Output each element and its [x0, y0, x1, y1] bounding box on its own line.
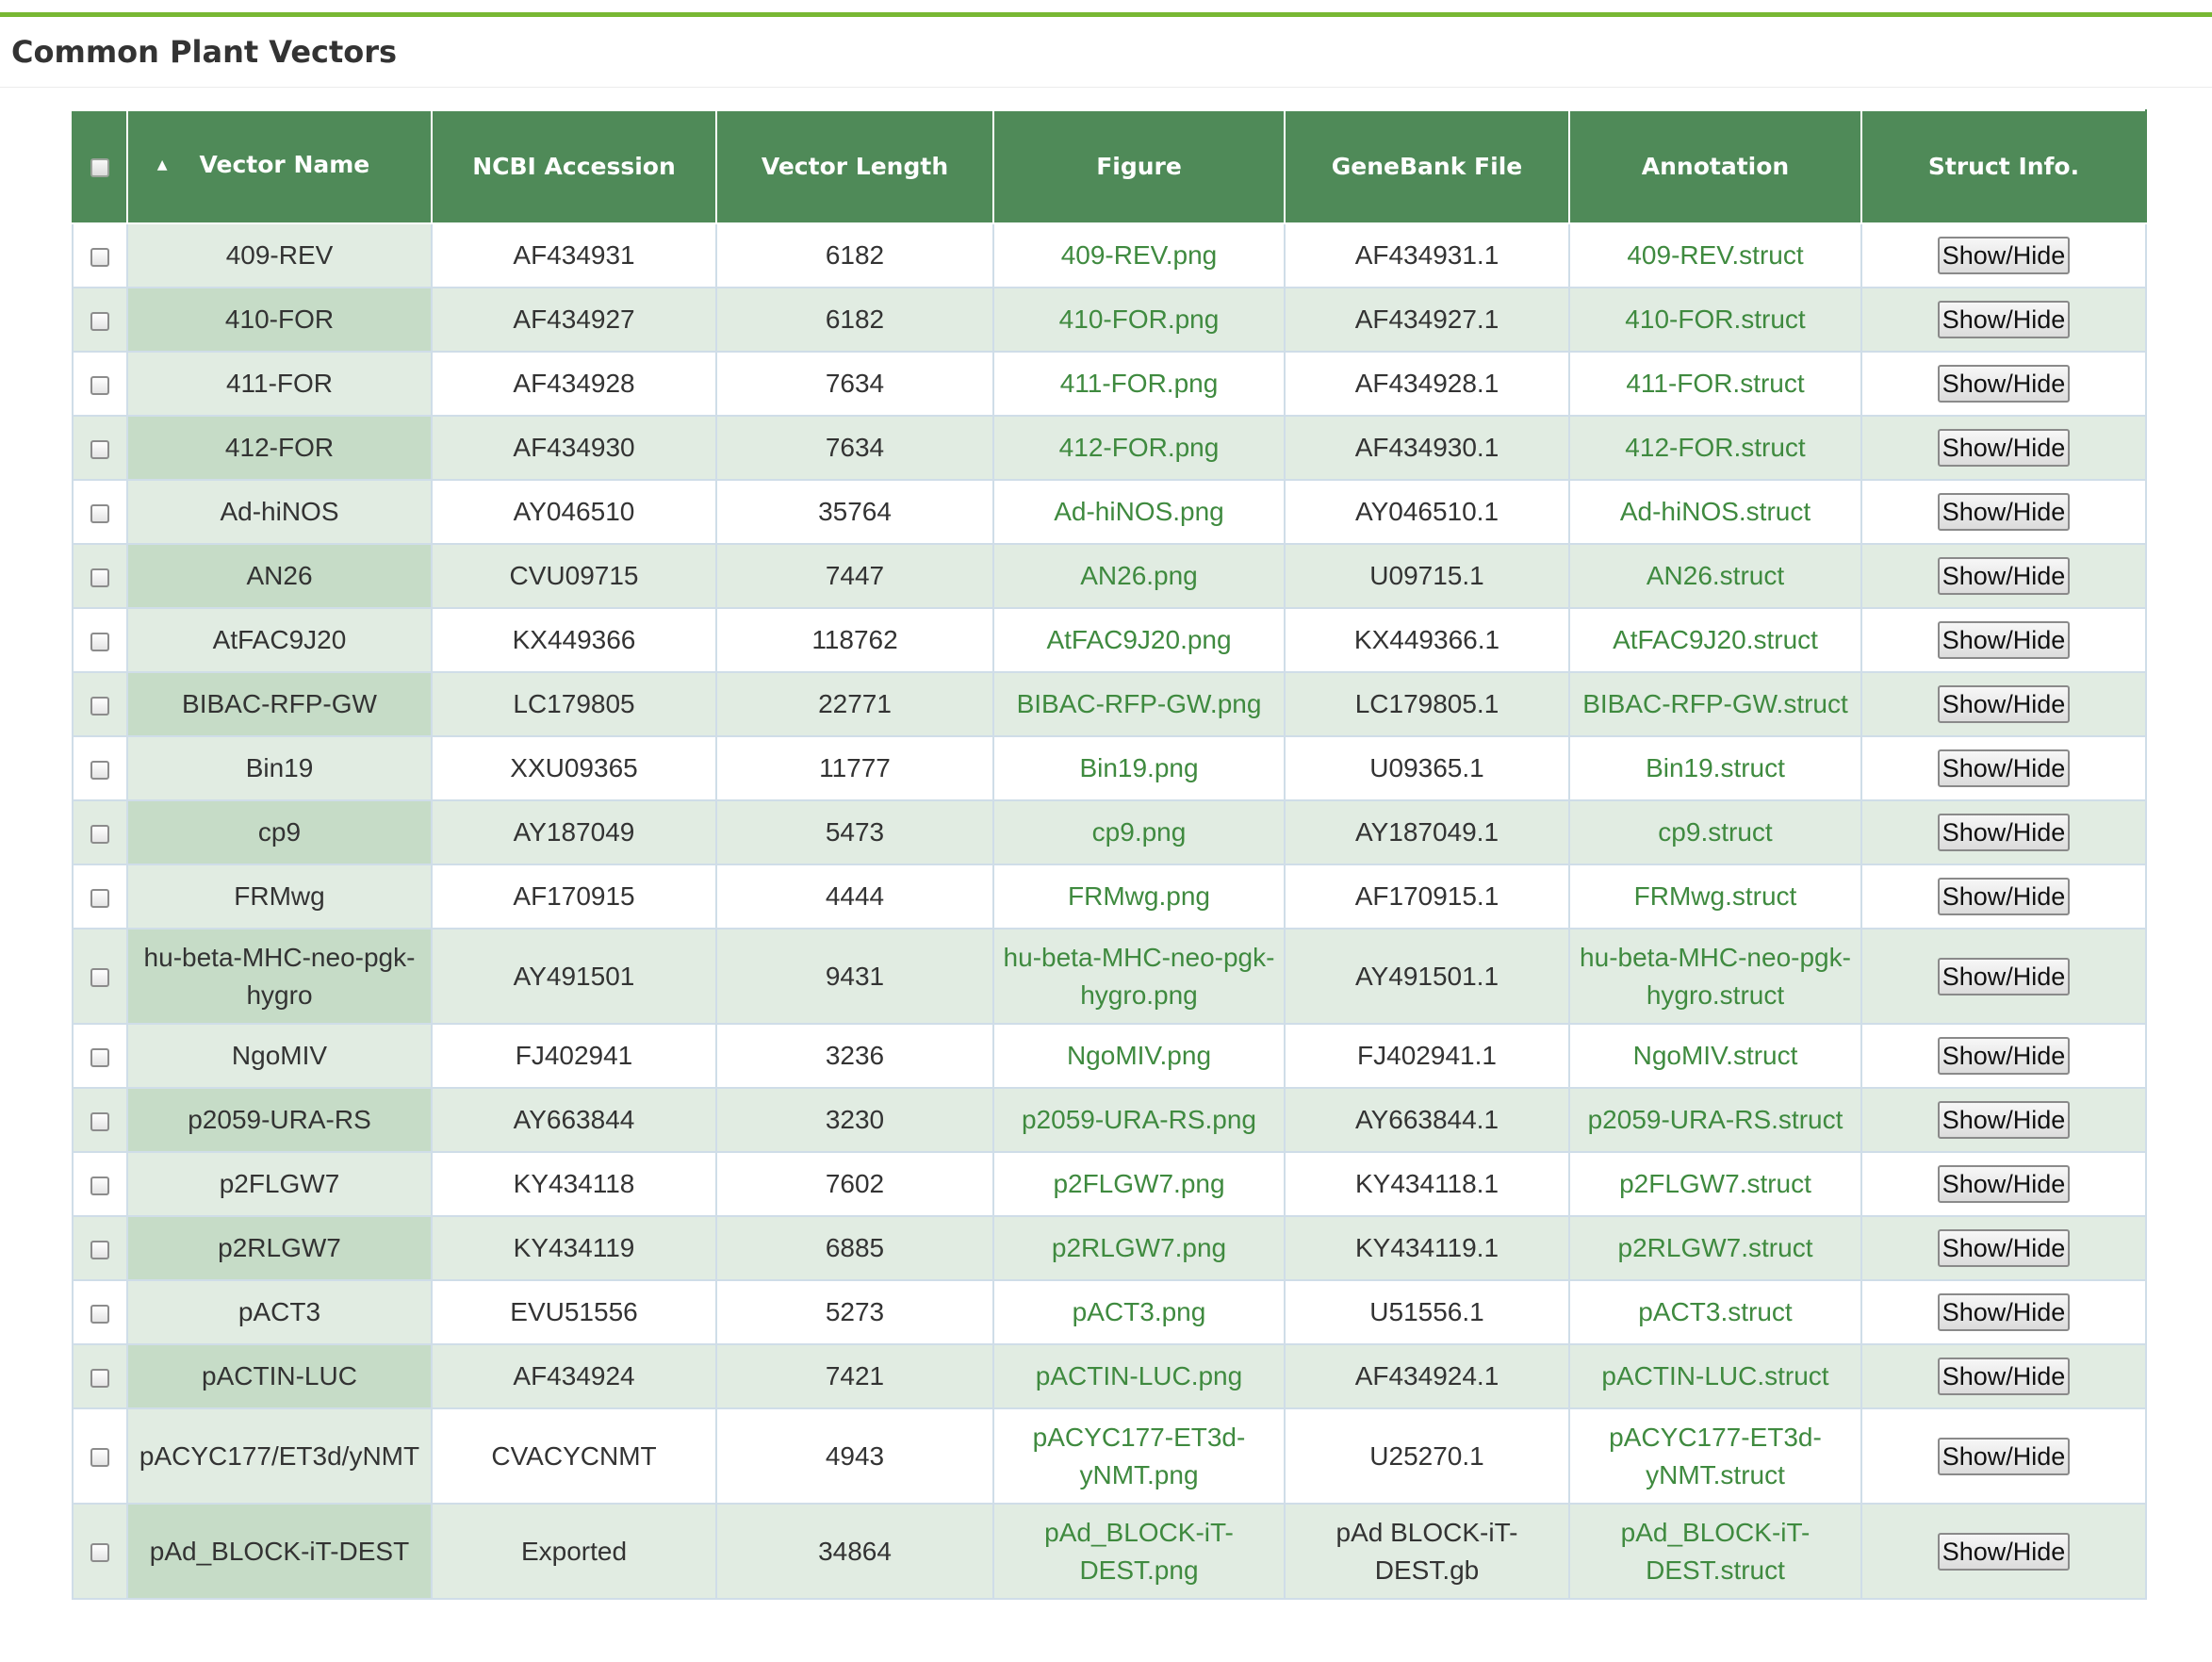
ncbi-accession-cell: FJ402941 — [432, 1024, 716, 1088]
annotation-link[interactable]: AN26.struct — [1646, 561, 1785, 590]
ncbi-accession-cell: KX449366 — [432, 608, 716, 672]
figure-link[interactable]: p2RLGW7.png — [1051, 1233, 1227, 1262]
genebank-file-cell: U09715.1 — [1285, 544, 1569, 608]
vector-length-cell: 6182 — [716, 223, 993, 288]
row-checkbox[interactable] — [90, 697, 109, 716]
header-annotation[interactable]: Annotation — [1569, 110, 1861, 223]
table-row — [73, 1504, 2146, 1599]
vector-length-cell: 7447 — [716, 544, 993, 608]
figure-link[interactable]: AtFAC9J20.png — [1046, 625, 1232, 654]
figure-link[interactable]: hu-beta-MHC-neo-pgk-hygro.png — [1003, 942, 1275, 1010]
ncbi-accession-cell: EVU51556 — [432, 1280, 716, 1344]
struct-info-cell — [1861, 1088, 2146, 1152]
row-select-cell[interactable] — [73, 1216, 127, 1280]
show-hide-button[interactable]: Show/Hide — [1938, 301, 2071, 338]
genebank-file-cell: AY046510.1 — [1285, 480, 1569, 544]
figure-link[interactable]: p2059-URA-RS.png — [1021, 1105, 1257, 1134]
show-hide-button[interactable]: Show/Hide — [1938, 1037, 2071, 1075]
row-select-cell[interactable] — [73, 800, 127, 864]
genebank-file-cell: pAd BLOCK-iT-DEST.gb — [1285, 1504, 1569, 1599]
row-select-cell[interactable] — [73, 672, 127, 736]
vector-length-cell: 9431 — [716, 929, 993, 1024]
figure-cell — [993, 352, 1285, 416]
show-hide-button[interactable]: Show/Hide — [1938, 557, 2071, 595]
row-select-cell[interactable] — [73, 1280, 127, 1344]
annotation-link[interactable]: pACT3.struct — [1638, 1297, 1793, 1326]
vector-name-cell: AN26 — [127, 544, 432, 608]
annotation-link[interactable]: BIBAC-RFP-GW.struct — [1582, 689, 1848, 718]
ncbi-accession-cell: Exported — [432, 1504, 716, 1599]
vector-name-cell: 410-FOR — [127, 288, 432, 352]
figure-link[interactable]: AN26.png — [1080, 561, 1198, 590]
annotation-link[interactable]: p2RLGW7.struct — [1617, 1233, 1813, 1262]
annotation-cell — [1569, 1088, 1861, 1152]
annotation-cell — [1569, 288, 1861, 352]
genebank-file-cell: AY663844.1 — [1285, 1088, 1569, 1152]
show-hide-button[interactable]: Show/Hide — [1938, 1533, 2071, 1571]
annotation-link[interactable]: p2059-URA-RS.struct — [1587, 1105, 1843, 1134]
row-select-cell[interactable] — [73, 544, 127, 608]
row-checkbox[interactable] — [90, 968, 109, 987]
ncbi-accession-cell: KY434119 — [432, 1216, 716, 1280]
figure-cell — [993, 416, 1285, 480]
annotation-cell — [1569, 1152, 1861, 1216]
struct-info-cell — [1861, 1024, 2146, 1088]
figure-link[interactable]: 411-FOR.png — [1059, 369, 1219, 398]
struct-info-cell — [1861, 1152, 2146, 1216]
annotation-cell — [1569, 929, 1861, 1024]
annotation-cell — [1569, 736, 1861, 800]
vector-length-cell: 4943 — [716, 1408, 993, 1504]
struct-info-cell — [1861, 416, 2146, 480]
row-select-cell[interactable] — [73, 1088, 127, 1152]
row-checkbox[interactable] — [90, 761, 109, 780]
struct-info-cell — [1861, 1344, 2146, 1408]
ncbi-accession-cell: AY046510 — [432, 480, 716, 544]
figure-link[interactable]: Bin19.png — [1079, 753, 1199, 782]
ncbi-accession-cell: AF434927 — [432, 288, 716, 352]
vector-length-cell: 7634 — [716, 416, 993, 480]
header-struct-info[interactable]: Struct Info. — [1861, 110, 2146, 223]
select-all-checkbox[interactable] — [90, 158, 109, 177]
genebank-file-cell: AY491501.1 — [1285, 929, 1569, 1024]
row-select-cell[interactable] — [73, 1024, 127, 1088]
show-hide-button[interactable]: Show/Hide — [1938, 493, 2071, 531]
row-checkbox[interactable] — [90, 633, 109, 651]
show-hide-button[interactable]: Show/Hide — [1938, 1293, 2071, 1331]
vector-name-cell: FRMwg — [127, 864, 432, 929]
row-checkbox[interactable] — [90, 1543, 109, 1562]
genebank-file-cell: KY434118.1 — [1285, 1152, 1569, 1216]
row-checkbox[interactable] — [90, 440, 109, 459]
ncbi-accession-cell: LC179805 — [432, 672, 716, 736]
struct-info-cell — [1861, 352, 2146, 416]
figure-link[interactable]: cp9.png — [1091, 817, 1187, 847]
genebank-file-cell: AF434930.1 — [1285, 416, 1569, 480]
ncbi-accession-cell: KY434118 — [432, 1152, 716, 1216]
figure-cell — [993, 864, 1285, 929]
table-row — [73, 288, 2146, 352]
annotation-link[interactable]: p2FLGW7.struct — [1619, 1169, 1811, 1198]
annotation-cell — [1569, 1024, 1861, 1088]
vector-length-cell: 34864 — [716, 1504, 993, 1599]
ncbi-accession-cell: CVACYCNMT — [432, 1408, 716, 1504]
row-checkbox[interactable] — [90, 312, 109, 331]
row-select-cell[interactable] — [73, 223, 127, 288]
row-checkbox[interactable] — [90, 1448, 109, 1467]
figure-cell — [993, 288, 1285, 352]
table-row — [73, 929, 2146, 1024]
struct-info-cell — [1861, 1216, 2146, 1280]
figure-cell — [993, 1504, 1285, 1599]
figure-cell — [993, 1344, 1285, 1408]
struct-info-cell — [1861, 608, 2146, 672]
figure-cell — [993, 544, 1285, 608]
vector-length-cell: 5273 — [716, 1280, 993, 1344]
ncbi-accession-cell: XXU09365 — [432, 736, 716, 800]
row-checkbox[interactable] — [90, 1305, 109, 1324]
vector-name-cell: NgoMIV — [127, 1024, 432, 1088]
struct-info-cell — [1861, 544, 2146, 608]
vector-name-cell: p2RLGW7 — [127, 1216, 432, 1280]
genebank-file-cell: AF434928.1 — [1285, 352, 1569, 416]
vectors-table — [72, 109, 2147, 1600]
vector-length-cell: 5473 — [716, 800, 993, 864]
table-row — [73, 800, 2146, 864]
row-checkbox[interactable] — [90, 568, 109, 587]
genebank-file-cell: AF434924.1 — [1285, 1344, 1569, 1408]
ncbi-accession-cell: AF434931 — [432, 223, 716, 288]
vector-length-cell: 118762 — [716, 608, 993, 672]
annotation-cell — [1569, 800, 1861, 864]
table-row — [73, 864, 2146, 929]
genebank-file-cell: AF170915.1 — [1285, 864, 1569, 929]
struct-info-cell — [1861, 672, 2146, 736]
genebank-file-cell: AF434927.1 — [1285, 288, 1569, 352]
vector-length-cell: 3230 — [716, 1088, 993, 1152]
ncbi-accession-cell: AF434924 — [432, 1344, 716, 1408]
vector-name-cell: hu-beta-MHC-neo-pgk-hygro — [127, 929, 432, 1024]
annotation-link[interactable]: 412-FOR.struct — [1625, 433, 1806, 462]
vector-length-cell: 6885 — [716, 1216, 993, 1280]
figure-link[interactable]: pACYC177-ET3d-yNMT.png — [1032, 1422, 1246, 1489]
ncbi-accession-cell: AY663844 — [432, 1088, 716, 1152]
annotation-cell — [1569, 1216, 1861, 1280]
genebank-file-cell: LC179805.1 — [1285, 672, 1569, 736]
show-hide-button[interactable]: Show/Hide — [1938, 878, 2071, 915]
row-checkbox[interactable] — [90, 889, 109, 908]
row-select-cell[interactable] — [73, 1344, 127, 1408]
annotation-link[interactable]: Ad-hiNOS.struct — [1619, 497, 1811, 526]
annotation-link[interactable]: cp9.struct — [1658, 817, 1773, 847]
vector-name-cell: 409-REV — [127, 223, 432, 288]
top-accent-bar — [0, 0, 2212, 17]
sort-ascending-icon[interactable]: ▲ — [156, 157, 168, 173]
table-row — [73, 1408, 2146, 1504]
genebank-file-cell: U09365.1 — [1285, 736, 1569, 800]
annotation-cell — [1569, 1504, 1861, 1599]
annotation-cell — [1569, 352, 1861, 416]
annotation-link[interactable]: hu-beta-MHC-neo-pgk-hygro.struct — [1580, 942, 1851, 1010]
header-genebank-file[interactable]: GeneBank File — [1285, 110, 1569, 223]
table-row — [73, 480, 2146, 544]
vector-length-cell: 35764 — [716, 480, 993, 544]
genebank-file-cell: KX449366.1 — [1285, 608, 1569, 672]
ncbi-accession-cell: AF170915 — [432, 864, 716, 929]
row-select-cell[interactable] — [73, 929, 127, 1024]
row-select-cell[interactable] — [73, 288, 127, 352]
annotation-link[interactable]: pACYC177-ET3d-yNMT.struct — [1609, 1422, 1822, 1489]
figure-link[interactable]: 409-REV.png — [1060, 240, 1218, 270]
show-hide-button[interactable]: Show/Hide — [1938, 429, 2071, 467]
show-hide-button[interactable]: Show/Hide — [1938, 621, 2071, 659]
table-row — [73, 1344, 2146, 1408]
figure-link[interactable]: BIBAC-RFP-GW.png — [1016, 689, 1262, 718]
vector-name-cell: pAd_BLOCK-iT-DEST — [127, 1504, 432, 1599]
vector-length-cell: 6182 — [716, 288, 993, 352]
show-hide-button[interactable]: Show/Hide — [1938, 814, 2071, 851]
row-select-cell[interactable] — [73, 1504, 127, 1599]
row-select-cell[interactable] — [73, 352, 127, 416]
figure-link[interactable]: p2FLGW7.png — [1053, 1169, 1225, 1198]
row-select-cell[interactable] — [73, 1408, 127, 1504]
annotation-link[interactable]: NgoMIV.struct — [1632, 1041, 1798, 1070]
show-hide-button[interactable]: Show/Hide — [1938, 1165, 2071, 1203]
show-hide-button[interactable]: Show/Hide — [1938, 365, 2071, 403]
row-select-cell[interactable] — [73, 416, 127, 480]
table-body — [73, 223, 2146, 1599]
ncbi-accession-cell: CVU09715 — [432, 544, 716, 608]
select-all-header[interactable] — [73, 110, 127, 223]
vector-name-cell: pACYC177/ET3d/yNMT — [127, 1408, 432, 1504]
table-row — [73, 1216, 2146, 1280]
row-select-cell[interactable] — [73, 608, 127, 672]
row-checkbox[interactable] — [90, 825, 109, 844]
annotation-cell — [1569, 608, 1861, 672]
genebank-file-cell: AF434931.1 — [1285, 223, 1569, 288]
figure-cell — [993, 480, 1285, 544]
genebank-file-cell: FJ402941.1 — [1285, 1024, 1569, 1088]
figure-cell — [993, 736, 1285, 800]
table-header-row — [73, 110, 2146, 223]
struct-info-cell — [1861, 288, 2146, 352]
annotation-link[interactable]: 410-FOR.struct — [1625, 304, 1806, 334]
ncbi-accession-cell: AF434930 — [432, 416, 716, 480]
annotation-cell — [1569, 223, 1861, 288]
header-vector-length[interactable]: Vector Length — [716, 110, 993, 223]
figure-link[interactable]: pACT3.png — [1072, 1297, 1206, 1326]
show-hide-button[interactable]: Show/Hide — [1938, 1101, 2071, 1139]
annotation-link[interactable]: 409-REV.struct — [1627, 240, 1804, 270]
row-select-cell[interactable] — [73, 864, 127, 929]
annotation-link[interactable]: 411-FOR.struct — [1626, 369, 1805, 398]
title-divider — [0, 87, 2212, 88]
row-select-cell[interactable] — [73, 736, 127, 800]
annotation-cell — [1569, 480, 1861, 544]
figure-cell — [993, 223, 1285, 288]
row-select-cell[interactable] — [73, 480, 127, 544]
struct-info-cell — [1861, 800, 2146, 864]
row-checkbox[interactable] — [90, 248, 109, 267]
figure-link[interactable]: pAd_BLOCK-iT-DEST.png — [1044, 1517, 1234, 1585]
figure-cell — [993, 672, 1285, 736]
vector-length-cell: 22771 — [716, 672, 993, 736]
show-hide-button[interactable]: Show/Hide — [1938, 1358, 2071, 1395]
annotation-link[interactable]: AtFAC9J20.struct — [1613, 625, 1818, 654]
vector-name-cell: AtFAC9J20 — [127, 608, 432, 672]
table-row — [73, 223, 2146, 288]
vector-name-cell: cp9 — [127, 800, 432, 864]
table-row — [73, 736, 2146, 800]
show-hide-button[interactable]: Show/Hide — [1938, 958, 2071, 996]
row-checkbox[interactable] — [90, 504, 109, 523]
table-row — [73, 608, 2146, 672]
figure-cell — [993, 608, 1285, 672]
table-row — [73, 672, 2146, 736]
row-checkbox[interactable] — [90, 1177, 109, 1195]
struct-info-cell — [1861, 480, 2146, 544]
vector-name-cell: 412-FOR — [127, 416, 432, 480]
vector-name-cell: BIBAC-RFP-GW — [127, 672, 432, 736]
show-hide-button[interactable]: Show/Hide — [1938, 685, 2071, 723]
struct-info-cell — [1861, 864, 2146, 929]
vector-length-cell: 7602 — [716, 1152, 993, 1216]
table-row — [73, 1280, 2146, 1344]
struct-info-cell — [1861, 1504, 2146, 1599]
show-hide-button[interactable]: Show/Hide — [1938, 1438, 2071, 1475]
annotation-cell — [1569, 672, 1861, 736]
figure-cell — [993, 800, 1285, 864]
struct-info-cell — [1861, 1280, 2146, 1344]
figure-cell — [993, 1024, 1285, 1088]
table-row — [73, 416, 2146, 480]
figure-link[interactable]: FRMwg.png — [1068, 881, 1210, 911]
table-row — [73, 352, 2146, 416]
vector-length-cell: 4444 — [716, 864, 993, 929]
row-checkbox[interactable] — [90, 1369, 109, 1388]
figure-link[interactable]: 410-FOR.png — [1058, 304, 1220, 334]
annotation-cell — [1569, 1408, 1861, 1504]
show-hide-button[interactable]: Show/Hide — [1938, 749, 2071, 787]
struct-info-cell — [1861, 1408, 2146, 1504]
row-select-cell[interactable] — [73, 1152, 127, 1216]
struct-info-cell — [1861, 736, 2146, 800]
figure-cell — [993, 1280, 1285, 1344]
vector-name-cell: p2FLGW7 — [127, 1152, 432, 1216]
table-row — [73, 1088, 2146, 1152]
row-checkbox[interactable] — [90, 376, 109, 395]
table-row — [73, 1024, 2146, 1088]
row-checkbox[interactable] — [90, 1048, 109, 1067]
vector-length-cell: 3236 — [716, 1024, 993, 1088]
figure-cell — [993, 1152, 1285, 1216]
show-hide-button[interactable]: Show/Hide — [1938, 237, 2071, 274]
genebank-file-cell: KY434119.1 — [1285, 1216, 1569, 1280]
table-row — [73, 1152, 2146, 1216]
vector-length-cell: 11777 — [716, 736, 993, 800]
panel-title: Common Plant Vectors — [11, 34, 398, 70]
genebank-file-cell: U25270.1 — [1285, 1408, 1569, 1504]
figure-link[interactable]: 412-FOR.png — [1058, 433, 1220, 462]
vector-name-cell: Bin19 — [127, 736, 432, 800]
annotation-cell — [1569, 544, 1861, 608]
vector-length-cell: 7421 — [716, 1344, 993, 1408]
figure-cell — [993, 929, 1285, 1024]
annotation-link[interactable]: FRMwg.struct — [1633, 881, 1797, 911]
ncbi-accession-cell: AF434928 — [432, 352, 716, 416]
vector-name-cell: 411-FOR — [127, 352, 432, 416]
ncbi-accession-cell: AY491501 — [432, 929, 716, 1024]
header-vector-name[interactable]: ▲ Vector Name — [127, 110, 432, 223]
header-figure[interactable]: Figure — [993, 110, 1285, 223]
header-ncbi-accession[interactable]: NCBI Accession — [432, 110, 716, 223]
figure-link[interactable]: NgoMIV.png — [1066, 1041, 1212, 1070]
vector-name-cell: Ad-hiNOS — [127, 480, 432, 544]
ncbi-accession-cell: AY187049 — [432, 800, 716, 864]
vector-name-cell: p2059-URA-RS — [127, 1088, 432, 1152]
figure-cell — [993, 1408, 1285, 1504]
vector-length-cell: 7634 — [716, 352, 993, 416]
annotation-cell — [1569, 864, 1861, 929]
annotation-cell — [1569, 1344, 1861, 1408]
annotation-cell — [1569, 416, 1861, 480]
genebank-file-cell: U51556.1 — [1285, 1280, 1569, 1344]
table-row — [73, 544, 2146, 608]
row-checkbox[interactable] — [90, 1112, 109, 1131]
annotation-link[interactable]: pACTIN-LUC.struct — [1601, 1361, 1829, 1390]
figure-cell — [993, 1088, 1285, 1152]
annotation-cell — [1569, 1280, 1861, 1344]
vector-name-cell: pACTIN-LUC — [127, 1344, 432, 1408]
struct-info-cell — [1861, 223, 2146, 288]
figure-cell — [993, 1216, 1285, 1280]
row-checkbox[interactable] — [90, 1241, 109, 1259]
figure-link[interactable]: pACTIN-LUC.png — [1035, 1361, 1243, 1390]
struct-info-cell — [1861, 929, 2146, 1024]
annotation-link[interactable]: Bin19.struct — [1646, 753, 1785, 782]
annotation-link[interactable]: pAd_BLOCK-iT-DEST.struct — [1620, 1517, 1811, 1585]
vector-name-cell: pACT3 — [127, 1280, 432, 1344]
show-hide-button[interactable]: Show/Hide — [1938, 1229, 2071, 1267]
genebank-file-cell: AY187049.1 — [1285, 800, 1569, 864]
figure-link[interactable]: Ad-hiNOS.png — [1054, 497, 1224, 526]
